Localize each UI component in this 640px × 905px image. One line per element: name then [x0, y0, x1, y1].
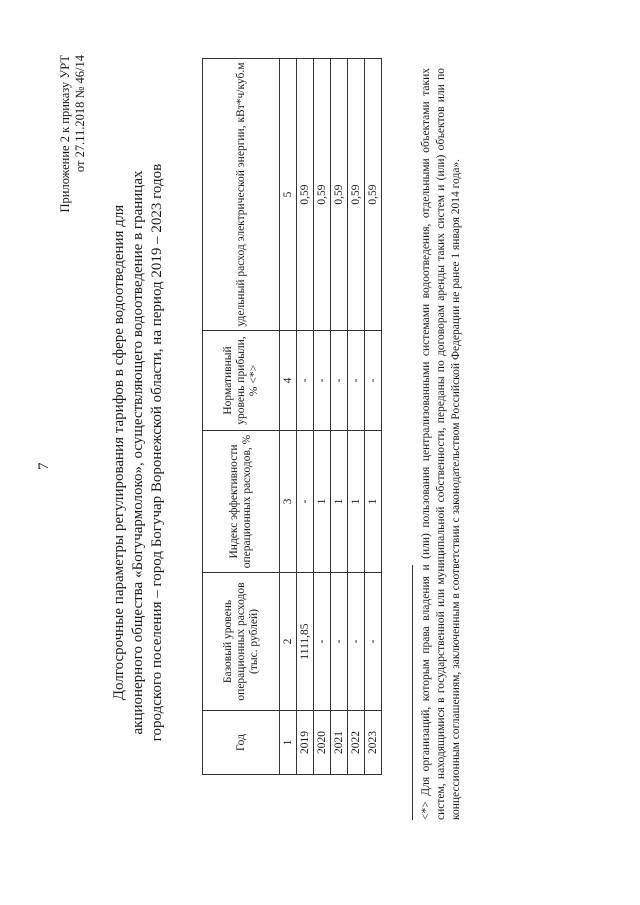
tariff-parameters-table [202, 58, 382, 775]
header-base-opex: Базовый уровень операционных расходов (тыс. рублей) [203, 573, 280, 711]
table-cell: 1111,85 [297, 573, 314, 711]
table-cell: - [314, 331, 331, 431]
table-cell: 5 [280, 59, 297, 331]
table-cell: 2021 [331, 711, 348, 775]
table-cell: - [348, 573, 365, 711]
table-row [348, 59, 365, 775]
table-cell: - [297, 331, 314, 431]
table-row [331, 59, 348, 775]
table-row [365, 59, 382, 775]
table-cell: - [348, 331, 365, 431]
appendix-reference [58, 55, 88, 255]
table-cell: - [331, 573, 348, 711]
table-cell: 0,59 [331, 59, 348, 331]
table-cell: - [365, 573, 382, 711]
table-cell: 2019 [297, 711, 314, 775]
table-cell: 2022 [348, 711, 365, 775]
header-electricity-consumption: удельный расход электрической энергии, кВт*ч/куб.м [203, 59, 280, 331]
table-cell: 3 [280, 431, 297, 573]
table-cell: - [314, 573, 331, 711]
table-cell: 1 [348, 431, 365, 573]
footnote-text: <*> Для организаций, которым права владения и (или) пользования централизованными системами водоотведения, отдельными объектами таких систем, находящимися в государственной или муниципальной собственности, переданы по договорам аренды таких систем и (или) объектов или по концессионным соглашениям, заключенным в соответствии с законодательством Российской Федерации не ранее 1 января 2014 года». [420, 68, 462, 820]
table-cell: - [331, 331, 348, 431]
header-year: Год [203, 711, 280, 775]
table-header-row [203, 59, 280, 775]
table-cell: 1 [331, 431, 348, 573]
table-cell: 0,59 [297, 59, 314, 331]
table-cell: 4 [280, 331, 297, 431]
table-cell: 0,59 [365, 59, 382, 331]
table-row [297, 59, 314, 775]
table-cell: - [365, 331, 382, 431]
page-number: 7 [36, 462, 52, 470]
title-line-1: Долгосрочные параметры регулирования тарифов в сфере водоотведения для [111, 204, 127, 701]
table-cell: 0,59 [314, 59, 331, 331]
table-cell: 1 [280, 711, 297, 775]
footnote-divider [412, 565, 413, 820]
appendix-line-2: от 27.11.2018 № 46/14 [73, 55, 87, 173]
table-cell: - [297, 431, 314, 573]
table-index-row [280, 59, 297, 775]
title-line-3: городского поселения – город Богучар Воронежской области, на период 2019 – 2023 годов [149, 163, 165, 742]
header-efficiency-index: Индекс эффективности операционных расходов, % [203, 431, 280, 573]
table-cell: 0,59 [348, 59, 365, 331]
table-cell: 2 [280, 573, 297, 711]
title-line-2: акционерного общества «Богучармолоко», осуществляющего водоотведение в границах [130, 170, 146, 735]
table-cell: 2020 [314, 711, 331, 775]
table-cell: 1 [314, 431, 331, 573]
document-title [110, 85, 167, 820]
header-normative-profit: Нормативный уровень прибыли, % <*> [203, 331, 280, 431]
table-cell: 2023 [365, 711, 382, 775]
table-row [314, 59, 331, 775]
table-cell: 1 [365, 431, 382, 573]
appendix-line-1: Приложение 2 к приказу УРТ [58, 55, 72, 213]
